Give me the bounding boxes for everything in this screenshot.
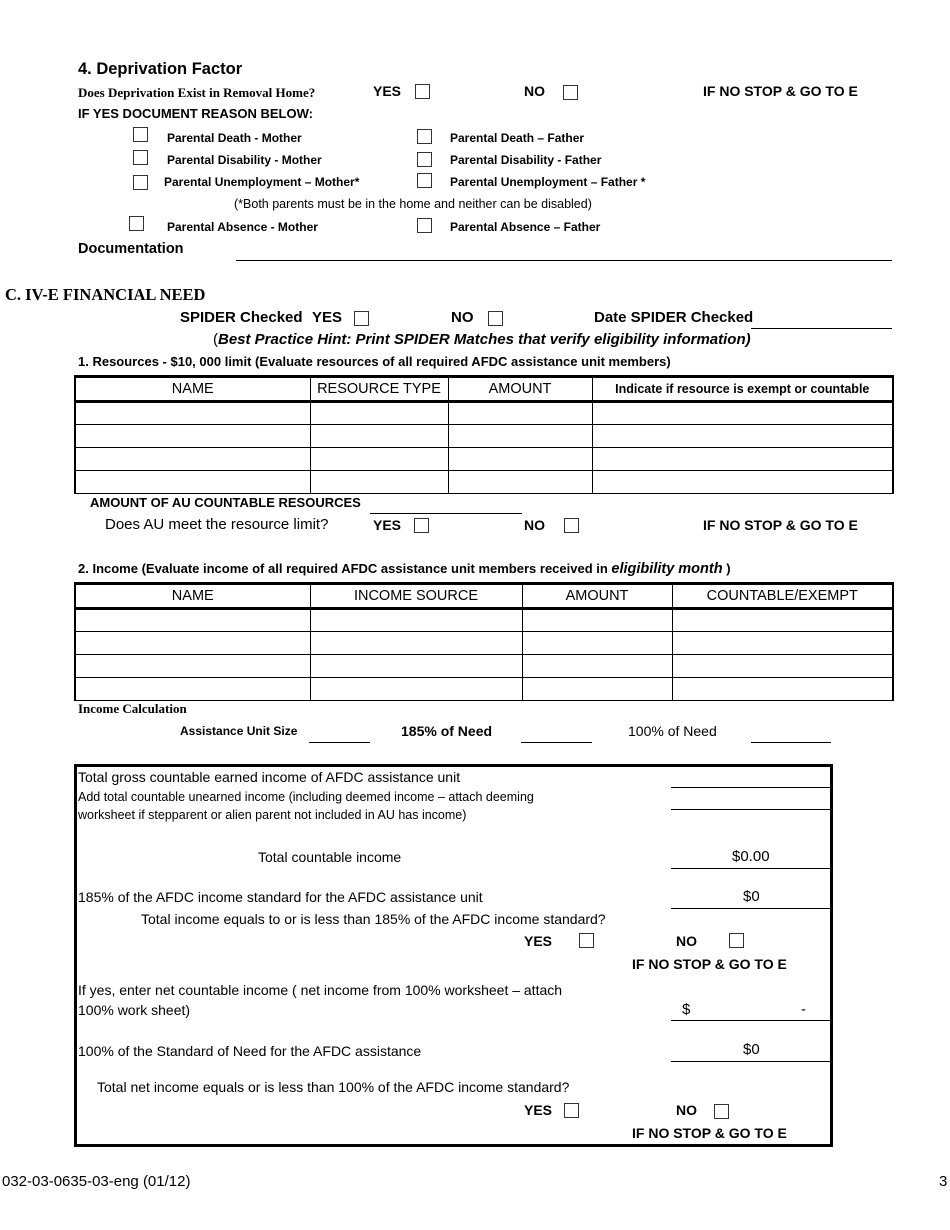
table-cell[interactable] <box>592 402 893 425</box>
net-income-currency: $ <box>682 1001 691 1018</box>
countable-resources-field[interactable] <box>370 513 522 514</box>
deprivation-stop-note: IF NO STOP & GO TO E <box>703 83 858 99</box>
table-cell[interactable] <box>672 632 893 655</box>
table-cell[interactable] <box>75 678 310 701</box>
death-father-label: Parental Death – Father <box>450 131 585 145</box>
table-cell[interactable] <box>672 609 893 632</box>
deprivation-no-label: NO <box>524 83 545 99</box>
date-spider-field[interactable] <box>751 328 892 329</box>
table-cell[interactable] <box>75 425 310 448</box>
table-cell[interactable] <box>310 632 522 655</box>
table-cell[interactable] <box>75 655 310 678</box>
need185-field[interactable] <box>521 742 592 743</box>
total-countable-label: Total countable income <box>258 849 402 865</box>
table-cell[interactable] <box>592 448 893 471</box>
spider-no-label: NO <box>451 309 474 326</box>
q185-stop-note: IF NO STOP & GO TO E <box>632 956 787 972</box>
table-row <box>75 609 893 632</box>
need100-field[interactable] <box>751 742 831 743</box>
form-id: 032-03-0635-03-eng (01/12) <box>2 1173 191 1190</box>
need185-label: 185% of Need <box>401 723 493 739</box>
q100-yes-label: YES <box>524 1102 553 1118</box>
absence-mother-checkbox[interactable] <box>129 216 144 231</box>
page-number: 3 <box>939 1173 948 1190</box>
table-cell[interactable] <box>75 609 310 632</box>
gross-earned-field[interactable] <box>671 787 830 788</box>
table-cell[interactable] <box>448 448 592 471</box>
table-row <box>75 632 893 655</box>
std185-underline <box>671 908 830 909</box>
section-c-title: C. IV-E FINANCIAL NEED <box>5 285 206 304</box>
income-calculation-title: Income Calculation <box>78 701 187 716</box>
absence-father-checkbox[interactable] <box>417 218 432 233</box>
spider-hint: (Best Practice Hint: Print SPIDER Matches that verify eligibility information) <box>213 331 751 348</box>
resources-col-type: RESOURCE TYPE <box>310 377 448 402</box>
deprivation-yes-label: YES <box>373 83 402 99</box>
table-cell[interactable] <box>522 655 672 678</box>
resource-limit-no-label: NO <box>524 517 545 533</box>
income-col-name: NAME <box>75 584 310 609</box>
au-size-label: Assistance Unit Size <box>180 724 298 738</box>
resources-table <box>74 375 894 494</box>
table-cell[interactable] <box>310 471 448 494</box>
absence-father-label: Parental Absence – Father <box>450 220 601 234</box>
total-countable-value: $0.00 <box>732 848 770 865</box>
table-cell[interactable] <box>672 655 893 678</box>
documentation-label: Documentation <box>78 241 184 257</box>
table-cell[interactable] <box>522 678 672 701</box>
deprivation-question: Does Deprivation Exist in Removal Home? <box>78 85 316 100</box>
table-cell[interactable] <box>448 425 592 448</box>
q100-no-label: NO <box>676 1102 697 1118</box>
income-col-source: INCOME SOURCE <box>310 584 522 609</box>
q100-no-checkbox[interactable] <box>714 1104 729 1119</box>
resources-col-name: NAME <box>75 377 310 402</box>
table-row <box>75 471 893 494</box>
table-cell[interactable] <box>522 609 672 632</box>
table-row <box>75 402 893 425</box>
q100-yes-checkbox[interactable] <box>564 1103 579 1118</box>
unemployment-mother-label: Parental Unemployment – Mother* <box>164 175 360 189</box>
deprivation-yes-checkbox[interactable] <box>415 84 430 99</box>
table-cell[interactable] <box>448 402 592 425</box>
gross-earned-label: Total gross countable earned income of AFDC assistance unit <box>78 769 461 785</box>
unearned-label-line1: Add total countable unearned income (including deemed income – attach deeming <box>78 790 534 804</box>
unemployment-mother-checkbox[interactable] <box>133 175 148 190</box>
resource-limit-stop-note: IF NO STOP & GO TO E <box>703 517 858 533</box>
resources-col-amount: AMOUNT <box>448 377 592 402</box>
table-cell[interactable] <box>522 632 672 655</box>
disability-father-label: Parental Disability - Father <box>450 153 602 167</box>
table-cell[interactable] <box>448 471 592 494</box>
q185-yes-checkbox[interactable] <box>579 933 594 948</box>
death-father-checkbox[interactable] <box>417 129 432 144</box>
income-table <box>74 582 894 701</box>
table-row <box>75 448 893 471</box>
table-cell[interactable] <box>592 471 893 494</box>
std100-value: $0 <box>743 1041 760 1058</box>
income-col-status: COUNTABLE/EXEMPT <box>672 584 893 609</box>
table-cell[interactable] <box>75 402 310 425</box>
section-4-title: 4. Deprivation Factor <box>78 60 243 78</box>
std185-label: 185% of the AFDC income standard for the AFDC assistance unit <box>78 889 483 905</box>
table-cell[interactable] <box>310 678 522 701</box>
q100-question: Total net income equals or is less than 100% of the AFDC income standard? <box>97 1079 570 1095</box>
table-cell[interactable] <box>310 425 448 448</box>
spider-yes-checkbox[interactable] <box>354 311 369 326</box>
resources-col-status: Indicate if resource is exempt or countable <box>592 377 893 402</box>
std100-label: 100% of the Standard of Need for the AFDC assistance <box>78 1043 422 1059</box>
resource-limit-yes-label: YES <box>373 517 402 533</box>
death-mother-checkbox[interactable] <box>133 127 148 142</box>
net-income-value: - <box>801 1001 806 1018</box>
table-cell[interactable] <box>75 632 310 655</box>
table-cell[interactable] <box>310 402 448 425</box>
date-spider-label: Date SPIDER Checked <box>594 309 754 326</box>
table-cell[interactable] <box>310 448 448 471</box>
disability-mother-checkbox[interactable] <box>133 150 148 165</box>
q185-question: Total income equals to or is less than 185% of the AFDC income standard? <box>141 911 606 927</box>
table-row <box>75 655 893 678</box>
death-mother-label: Parental Death - Mother <box>167 131 302 145</box>
std185-value: $0 <box>743 888 760 905</box>
table-cell[interactable] <box>310 655 522 678</box>
disability-mother-label: Parental Disability - Mother <box>167 153 322 167</box>
unemployment-father-checkbox[interactable] <box>417 173 432 188</box>
absence-mother-label: Parental Absence - Mother <box>167 220 318 234</box>
unearned-label-line2: worksheet if stepparent or alien parent not included in AU has income) <box>78 808 467 822</box>
au-size-field[interactable] <box>309 742 370 743</box>
q185-no-label: NO <box>676 933 697 949</box>
std100-underline <box>671 1061 830 1062</box>
table-cell[interactable] <box>75 448 310 471</box>
spider-checked-label: SPIDER Checked <box>180 309 303 326</box>
table-row <box>75 425 893 448</box>
disability-father-checkbox[interactable] <box>417 152 432 167</box>
spider-yes-label: YES <box>312 309 343 326</box>
q185-yes-label: YES <box>524 933 553 949</box>
resource-limit-yes-checkbox[interactable] <box>414 518 429 533</box>
resources-heading: 1. Resources - $10, 000 limit (Evaluate resources of all required AFDC assistance unit members) <box>78 354 671 369</box>
net-income-label-line2: 100% work sheet) <box>78 1002 191 1018</box>
countable-resources-label: AMOUNT OF AU COUNTABLE RESOURCES <box>90 495 361 510</box>
table-cell[interactable] <box>75 471 310 494</box>
table-cell[interactable] <box>310 609 522 632</box>
spider-no-checkbox[interactable] <box>488 311 503 326</box>
net-income-field[interactable] <box>671 1020 830 1021</box>
table-row <box>75 678 893 701</box>
unemployment-father-label: Parental Unemployment – Father * <box>450 175 646 189</box>
q185-no-checkbox[interactable] <box>729 933 744 948</box>
resource-limit-no-checkbox[interactable] <box>564 518 579 533</box>
q100-stop-note: IF NO STOP & GO TO E <box>632 1125 787 1141</box>
documentation-field[interactable] <box>236 260 892 261</box>
deprivation-instruction: IF YES DOCUMENT REASON BELOW: <box>78 106 313 121</box>
resource-limit-question: Does AU meet the resource limit? <box>105 516 329 533</box>
total-countable-underline <box>671 868 830 869</box>
unemployment-footnote: (*Both parents must be in the home and neither can be disabled) <box>234 197 592 211</box>
income-heading: 2. Income (Evaluate income of all required AFDC assistance unit members received in eligibility month ) <box>78 561 731 577</box>
deprivation-no-checkbox[interactable] <box>563 85 578 100</box>
unearned-field[interactable] <box>671 809 830 810</box>
need100-label: 100% of Need <box>628 723 717 739</box>
income-col-amount: AMOUNT <box>522 584 672 609</box>
table-cell[interactable] <box>672 678 893 701</box>
table-cell[interactable] <box>592 425 893 448</box>
net-income-label-line1: If yes, enter net countable income ( net income from 100% worksheet – attach <box>78 982 563 998</box>
